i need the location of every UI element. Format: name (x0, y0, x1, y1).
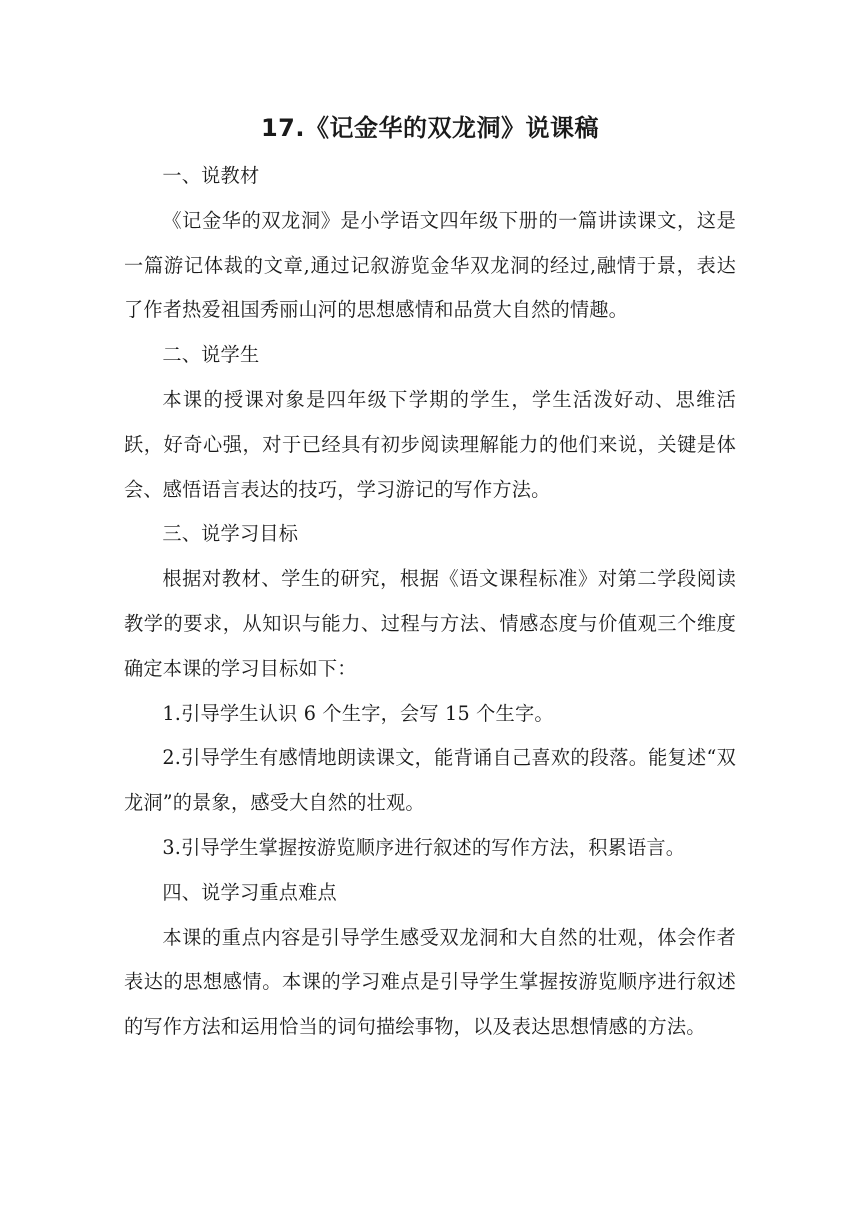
section-heading: 四、说学习重点难点 (162, 880, 337, 904)
section-objectives (124, 512, 736, 870)
section-heading: 三、说学习目标 (162, 522, 299, 546)
section-key-points (124, 871, 736, 1050)
section-textbook (124, 154, 736, 333)
page-title: 17.《记金华的双龙洞》说课稿 (260, 114, 599, 142)
objective-item: 1.引导学生认识 6 个生字，会写 15 个生字。 (162, 701, 554, 725)
paragraph: 《记金华的双龙洞》是小学语文四年级下册的一篇讲读课文，这是一篇游记体裁的文章,通过记叙游览金华双龙洞的经过,融情于景，表达了作者热爱祖国秀丽山河的思想感情和品赏大自然的情趣。 (124, 208, 736, 322)
section-heading: 一、说教材 (162, 164, 260, 187)
document-page (124, 108, 736, 1050)
objective-item: 3.引导学生掌握按游览顺序进行叙述的写作方法，积累语言。 (162, 835, 686, 859)
paragraph: 本课的授课对象是四年级下学期的学生，学生活泼好动、思维活跃，好奇心强，对于已经具有初步阅读理解能力的他们来说，关键是体会、感悟语言表达的技巧，学习游记的写作方法。 (124, 387, 736, 501)
section-heading: 二、说学生 (162, 343, 260, 367)
paragraph: 根据对教材、学生的研究，根据《语文课程标准》对第二学段阅读教学的要求，从知识与能力、过程与方法、情感态度与价值观三个维度确定本课的学习目标如下： (124, 567, 736, 680)
objective-item: 2.引导学生有感情地朗读课文，能背诵自己喜欢的段落。能复述“双龙洞”的景象，感受大自然的壮观。 (124, 746, 736, 815)
paragraph: 本课的重点内容是引导学生感受双龙洞和大自然的壮观，体会作者表达的思想感情。本课的学习难点是引导学生掌握按游览顺序进行叙述的写作方法和运用恰当的词句描绘事物，以及表达思想情感的方法。 (124, 925, 736, 1039)
section-students (124, 333, 736, 512)
